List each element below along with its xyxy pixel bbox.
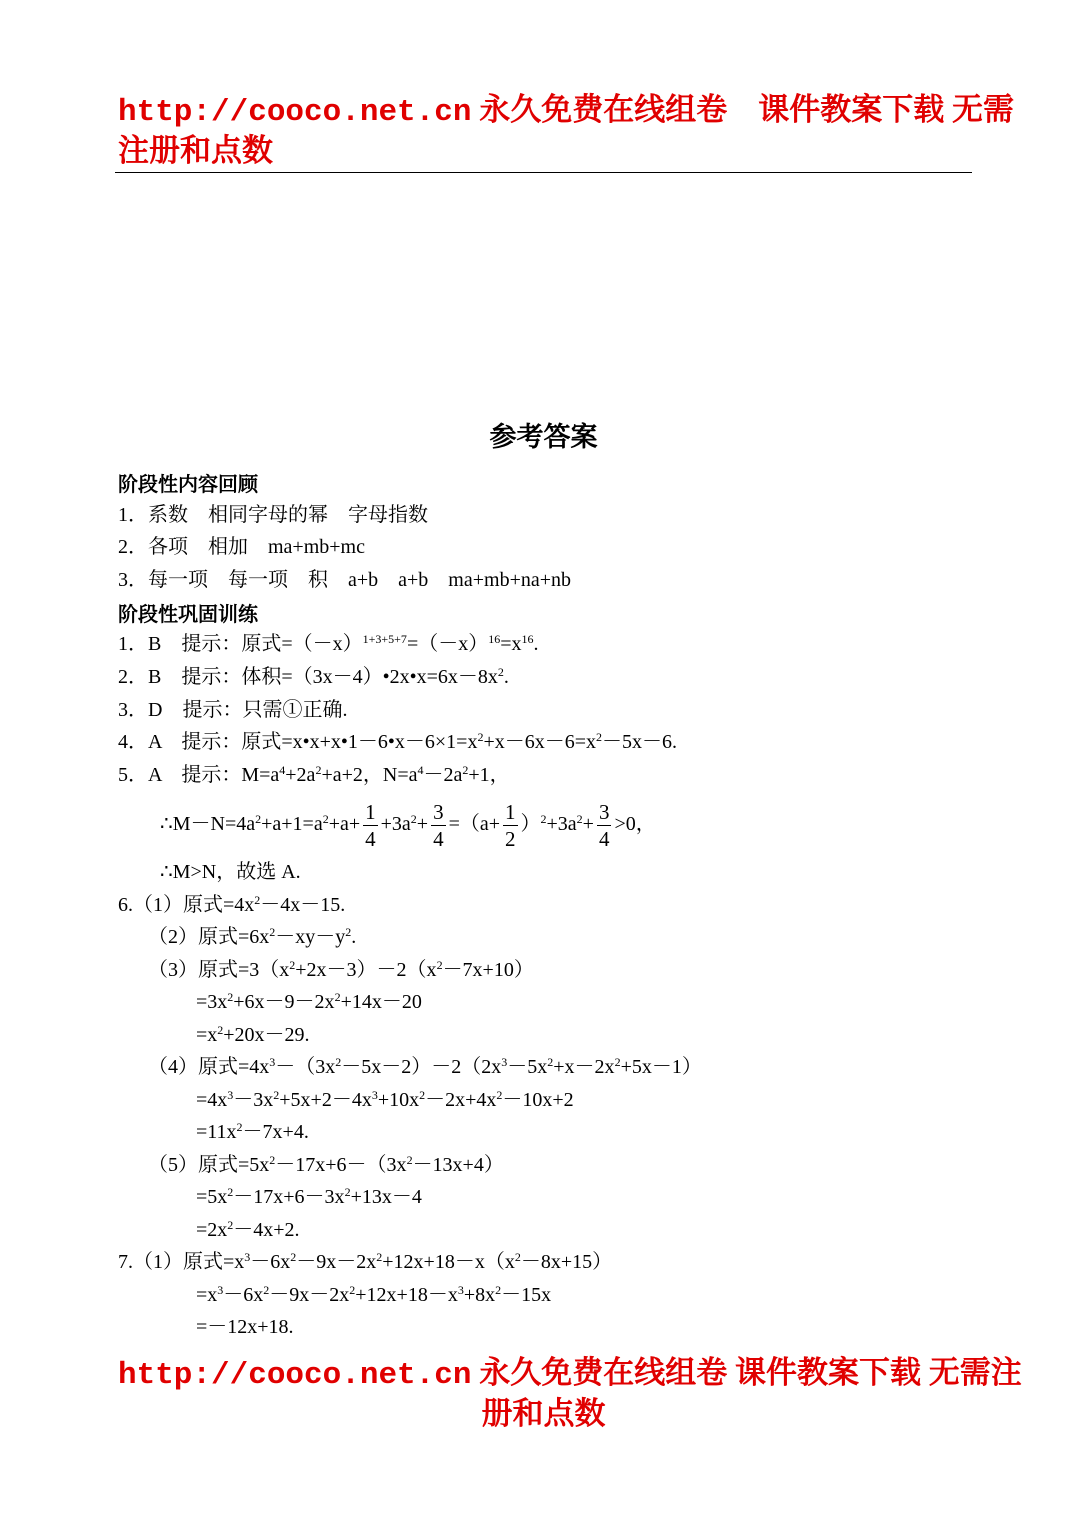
answer-5-conclusion: ∴M>N，故选 A. — [160, 861, 301, 883]
answer-7-1-step1: $=x^3-6x^2-9x-2x^2+12x+18-x^3+8x^2-15x$ — [196, 1283, 552, 1306]
top-banner-text: 永久免费在线组卷 课件教案下载 无需 — [479, 92, 1014, 127]
answer-6-4-step2: $=11x^2-7x+4$. — [196, 1120, 309, 1143]
fraction-three-quarters-2: $\frac{3}{4}$ — [598, 799, 610, 851]
answer-6-3: （3）原式$=3(x^2+2x-3)-2(x^2-7x+10)$ — [148, 958, 534, 981]
answer-6-5-step2: $=2x^2-4x+2$. — [196, 1218, 300, 1241]
answer-6-1: 6.（1）原式$=4x^2-4x-15$. — [118, 893, 346, 916]
answer-1: 1．B 提示：原式$=(-x)^{1+3+5+7}=(-x)^{16}=x^{16}$. — [118, 632, 539, 655]
answer-2: 2．B 提示：体积$=(3x-4)•2x•x=6x-8x^2$. — [118, 665, 509, 688]
answer-6-5-step1: $=5x^2-17x+6-3x^2+13x-4$ — [196, 1185, 422, 1208]
bottom-banner-text: 永久免费在线组卷 课件教案下载 无需注 — [479, 1355, 1022, 1390]
answer-6-2: （2）原式$=6x^2-xy-y^2$. — [148, 925, 357, 948]
answer-5-derivation: $\therefore M-N=4a^2+a+1=a^2+a+$ $\frac{1}{4}$ $+3a^2+$ $\frac{3}{4}$ =（a+ $\frac{1}{2}$ ）$^2+3a^2+$ $\frac{3}{4}$ >0， — [160, 799, 656, 851]
top-banner-url[interactable]: http://cooco.net.cn — [118, 95, 472, 130]
page-title: 参考答案 — [489, 422, 598, 452]
answer-5: 5．A 提示：$M=a^4+2a^2+a+2$，$N=a^4-2a^2+1$， — [118, 763, 510, 786]
review-item-3: 3．每一项 每一项 积 a+b a+b ma+mb+na+nb — [118, 569, 572, 591]
answer-7-1-step2: =－12x+18. — [196, 1316, 294, 1338]
fraction-one-half: $\frac{1}{2}$ — [505, 799, 516, 851]
answer-3: 3．D 提示：只需①正确. — [118, 699, 348, 721]
bottom-banner-url[interactable]: http://cooco.net.cn — [118, 1358, 472, 1393]
fraction-one-quarter: $\frac{1}{4}$ — [365, 799, 376, 851]
answer-4: 4．A 提示：原式$=x•x+x•1-6•x-6\times 1=x^2+x-6x-6=x^2-5x-6$. — [118, 730, 678, 753]
top-banner-line1 — [118, 90, 1014, 133]
section-heading-practice: 阶段性巩固训练 — [118, 602, 258, 626]
answer-6-4: （4）原式$=4x^3-(3x^2-5x-2)-2(2x^3-5x^2+x-2x^2+5x-1)$ — [148, 1055, 702, 1078]
section-heading-review: 阶段性内容回顾 — [118, 472, 258, 496]
top-banner-line2: 注册和点数 — [118, 133, 273, 168]
review-item-1: 1．系数 相同字母的幂 字母指数 — [118, 504, 428, 526]
bottom-banner-line2: 册和点数 — [481, 1396, 606, 1431]
fraction-three-quarters: $\frac{3}{4}$ — [433, 799, 444, 851]
answer-6-3-step1: $=3x^2+6x-9-2x^2+14x-20$ — [196, 990, 422, 1013]
review-item-2: 2．各项 相加 ma+mb+mc — [118, 536, 365, 558]
header-divider — [115, 172, 972, 173]
answer-7-1: 7.（1）原式$=x^3-6x^2-9x-2x^2+12x+18-x(x^2-8x+15)$ — [118, 1250, 613, 1273]
bottom-banner-line1 — [118, 1353, 1022, 1396]
answer-6-3-step2: $=x^2+20x-29$. — [196, 1023, 310, 1046]
answer-6-4-step1: $=4x^3-3x^2+5x+2-4x^3+10x^2-2x+4x^2-10x+2$ — [196, 1088, 574, 1111]
answer-6-5: （5）原式$=5x^2-17x+6-(3x^2-13x+4)$ — [148, 1153, 504, 1176]
